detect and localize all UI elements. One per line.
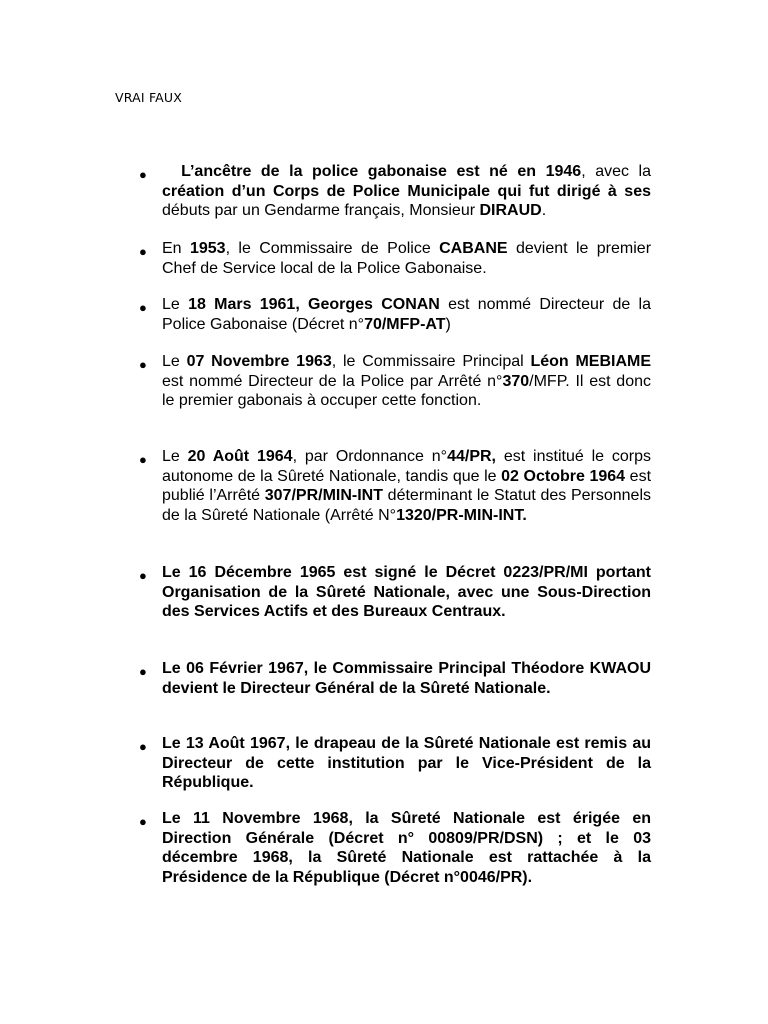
text-run: Léon MEBIAME [530, 353, 651, 370]
text-run: . [541, 202, 547, 220]
text-run: déterminant le Statut des Personnels de la Sûreté Nationale (Arrêté N° [162, 487, 651, 524]
text-run: Le 13 Août 1967, le drapeau de la Sûreté Nationale est remis au Directeur de cette institution par le Vice-Président de la République. [162, 735, 651, 792]
page-header: VRAI FAUX [115, 90, 183, 105]
text-run: Le [162, 353, 187, 370]
bullet-marker: ● [139, 664, 147, 679]
bullet-marker: ● [139, 300, 147, 315]
text-run: devient le premier Chef de Service local de la Police Gabonaise. [162, 240, 652, 277]
list-item [162, 352, 651, 411]
text-run: Le [162, 296, 189, 313]
bullet-marker: ● [139, 568, 147, 583]
text-run: 1946 [545, 163, 582, 180]
text-run: DIRAUD [479, 202, 542, 220]
text-run: , le Commissaire de Police [225, 240, 440, 257]
list-item [162, 295, 651, 334]
list-item [162, 447, 651, 525]
text-run: /MFP. Il est donc le premier gabonais à occuper cette fonction. [162, 372, 651, 410]
list-item [162, 734, 651, 793]
text-run: , par Ordonnance n° [292, 448, 448, 465]
text-run: est institué le corps autonome de la Sûreté Nationale, tandis que le [162, 448, 652, 485]
text-run: est nommé Directeur de la Police par Arrêté n° [162, 372, 503, 390]
text-run: 18 Mars 1961, Georges CONAN [188, 296, 440, 313]
bullet-marker: ● [139, 739, 147, 754]
text-run: 07 Novembre 1963 [186, 353, 332, 370]
text-run: Le 16 Décembre 1965 est signé le Décret 0223/PR/MI portant Organisation de la Sûreté Nationale, avec une Sous-Direction des Services Actifs et des Bureaux Centraux. [162, 564, 651, 621]
text-run: est publié l’Arrêté [162, 467, 652, 505]
text-run: 20 Août 1964 [187, 448, 293, 465]
text-run: 307/PR/MIN-INT [264, 487, 383, 505]
bullet-marker: ● [139, 814, 147, 829]
list-item [162, 239, 651, 278]
text-run: 70/MFP-AT [364, 315, 446, 333]
text-run: 1953 [189, 240, 226, 257]
text-run: ) [445, 315, 451, 333]
text-run: L’ancêtre de la police gabonaise est né en [162, 163, 546, 180]
list-item [162, 659, 651, 698]
text-run: est nommé Directeur de la Police Gabonaise (Décret n° [162, 296, 651, 333]
text-run: Le 11 Novembre 1968, la Sûreté Nationale est érigée en Direction Générale (Décret n° 00809/PR/DSN) ; et le 03 décembre 1968, la Sûreté Nationale est rattachée à la Présidence de la République (Décret n°0046/PR). [162, 810, 651, 886]
text-run: , avec la [581, 163, 651, 180]
list-item [162, 162, 651, 221]
text-run: 44/PR, [447, 448, 496, 465]
bullet-marker: ● [139, 167, 147, 182]
list-item [162, 563, 651, 622]
text-run: 370 [502, 372, 530, 390]
text-run: débuts par un Gendarme français, Monsieur [162, 202, 480, 220]
bullet-marker: ● [139, 357, 147, 372]
list-item [162, 809, 651, 887]
bullet-marker: ● [139, 244, 147, 259]
text-run: Le 06 Février 1967, le Commissaire Principal Théodore KWAOU devient le Directeur Général de la Sûreté Nationale. [162, 660, 651, 697]
text-run: 1320/PR-MIN-INT. [396, 506, 527, 524]
bullet-marker: ● [139, 452, 147, 467]
text-run: Le [162, 448, 188, 465]
text-run: création d’un Corps de Police Municipale qui fut dirigé à ses [162, 182, 651, 200]
text-run: En [162, 240, 190, 257]
text-run: 02 Octobre 1964 [501, 467, 626, 485]
text-run: , le Commissaire Principal [331, 353, 531, 370]
text-run: CABANE [439, 240, 508, 257]
